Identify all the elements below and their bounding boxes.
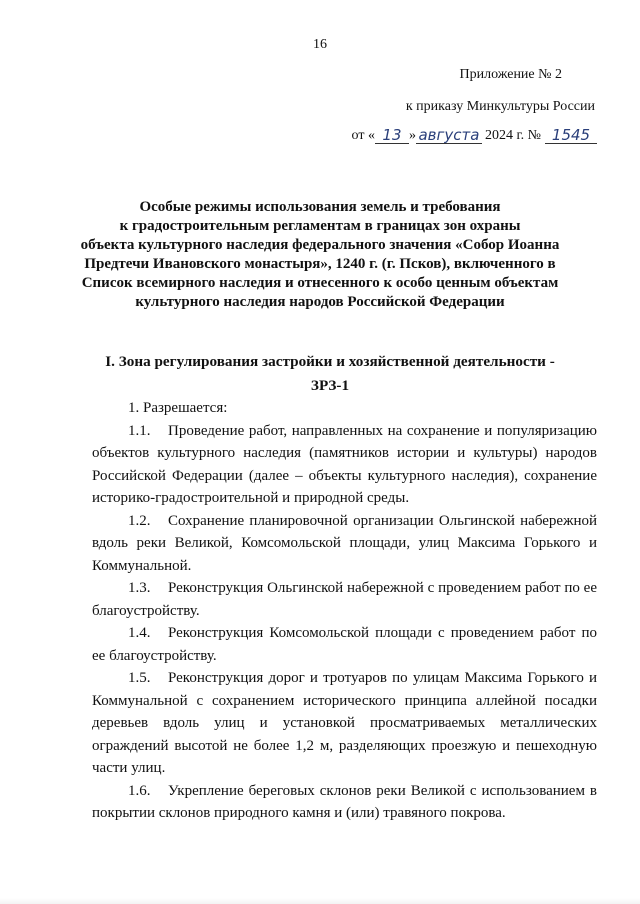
title-line: Особые режимы использования земель и требования xyxy=(139,199,501,215)
title-line: культурного наследия народов Российской Федерации xyxy=(135,294,505,310)
item-text: Сохранение планировочной организации Ольгинской набережной вдоль реки Великой, Комсомольской площади, улиц Максима Горького и Коммунальной. xyxy=(92,512,597,574)
list-item xyxy=(92,420,597,510)
item-text: Укрепление береговых склонов реки Великой с использованием в покрытии склонов природного камня и (или) травяного покрова. xyxy=(92,782,597,821)
list-item xyxy=(92,622,597,667)
list-item xyxy=(92,510,597,578)
title-line: Предтечи Ивановского монастыря», 1240 г. (г. Псков), включенного в xyxy=(84,256,556,272)
date-month-handwritten: августа xyxy=(416,127,482,144)
title-line: объекта культурного наследия федерального значения «Собор Иоанна xyxy=(80,237,560,253)
item-text: Реконструкция Комсомольской площади с проведением работ по ее благоустройству. xyxy=(92,625,597,664)
order-number-handwritten: 1545 xyxy=(545,127,597,144)
item-number: 1.2. xyxy=(128,512,151,529)
appendix-order-line: к приказу Минкультуры России xyxy=(405,99,595,114)
page-number: 16 xyxy=(313,37,327,52)
list-item xyxy=(92,780,597,825)
list-item xyxy=(92,577,597,622)
item-number: 1.6. xyxy=(128,782,151,799)
appendix-title: Приложение № 2 xyxy=(459,67,562,82)
document-title xyxy=(60,198,580,312)
page-bottom-edge xyxy=(0,898,640,904)
item-number: 1.5. xyxy=(128,670,151,686)
title-line: к градостроительным регламентам в границах зон охраны xyxy=(119,218,521,234)
list-item xyxy=(92,667,597,780)
item-number: 1.4. xyxy=(128,625,151,641)
item-text: Реконструкция Ольгинской набережной с проведением работ по ее благоустройству. xyxy=(92,580,597,619)
section-heading-line2: ЗРЗ-1 xyxy=(310,377,350,394)
section-heading xyxy=(60,350,600,398)
item-text: Реконструкция дорог и тротуаров по улицам Максима Горького и Коммунальной с сохранением исторического принципа аллейной посадки деревьев вдоль улиц и установкой просматриваемых металлических ограждений высотой не более 1,2 м, разделяющих проезжую и пешеходную части улиц. xyxy=(92,670,597,776)
title-line: Список всемирного наследия и отнесенного к особо ценным объектам xyxy=(81,275,559,291)
date-prefix: от « xyxy=(351,128,375,143)
section-heading-line1: I. Зона регулирования застройки и хозяйственной деятельности - xyxy=(105,353,555,370)
date-day-handwritten: 13 xyxy=(375,127,409,144)
item-number: 1.1. xyxy=(128,422,151,439)
appendix-date-line xyxy=(352,127,597,144)
allowed-heading: 1. Разрешается: xyxy=(128,400,228,416)
item-text: Проведение работ, направленных на сохранение и популяризацию объектов культурного наследия (памятников истории и культуры) народов Российской Федерации (далее – объекты культурного наследия), сохранение историко-градостроительной и природной среды. xyxy=(92,422,597,506)
section-content xyxy=(92,397,597,825)
date-mid: » xyxy=(408,128,416,143)
date-year: 2024 г. № xyxy=(484,128,541,143)
item-number: 1.3. xyxy=(128,580,151,596)
